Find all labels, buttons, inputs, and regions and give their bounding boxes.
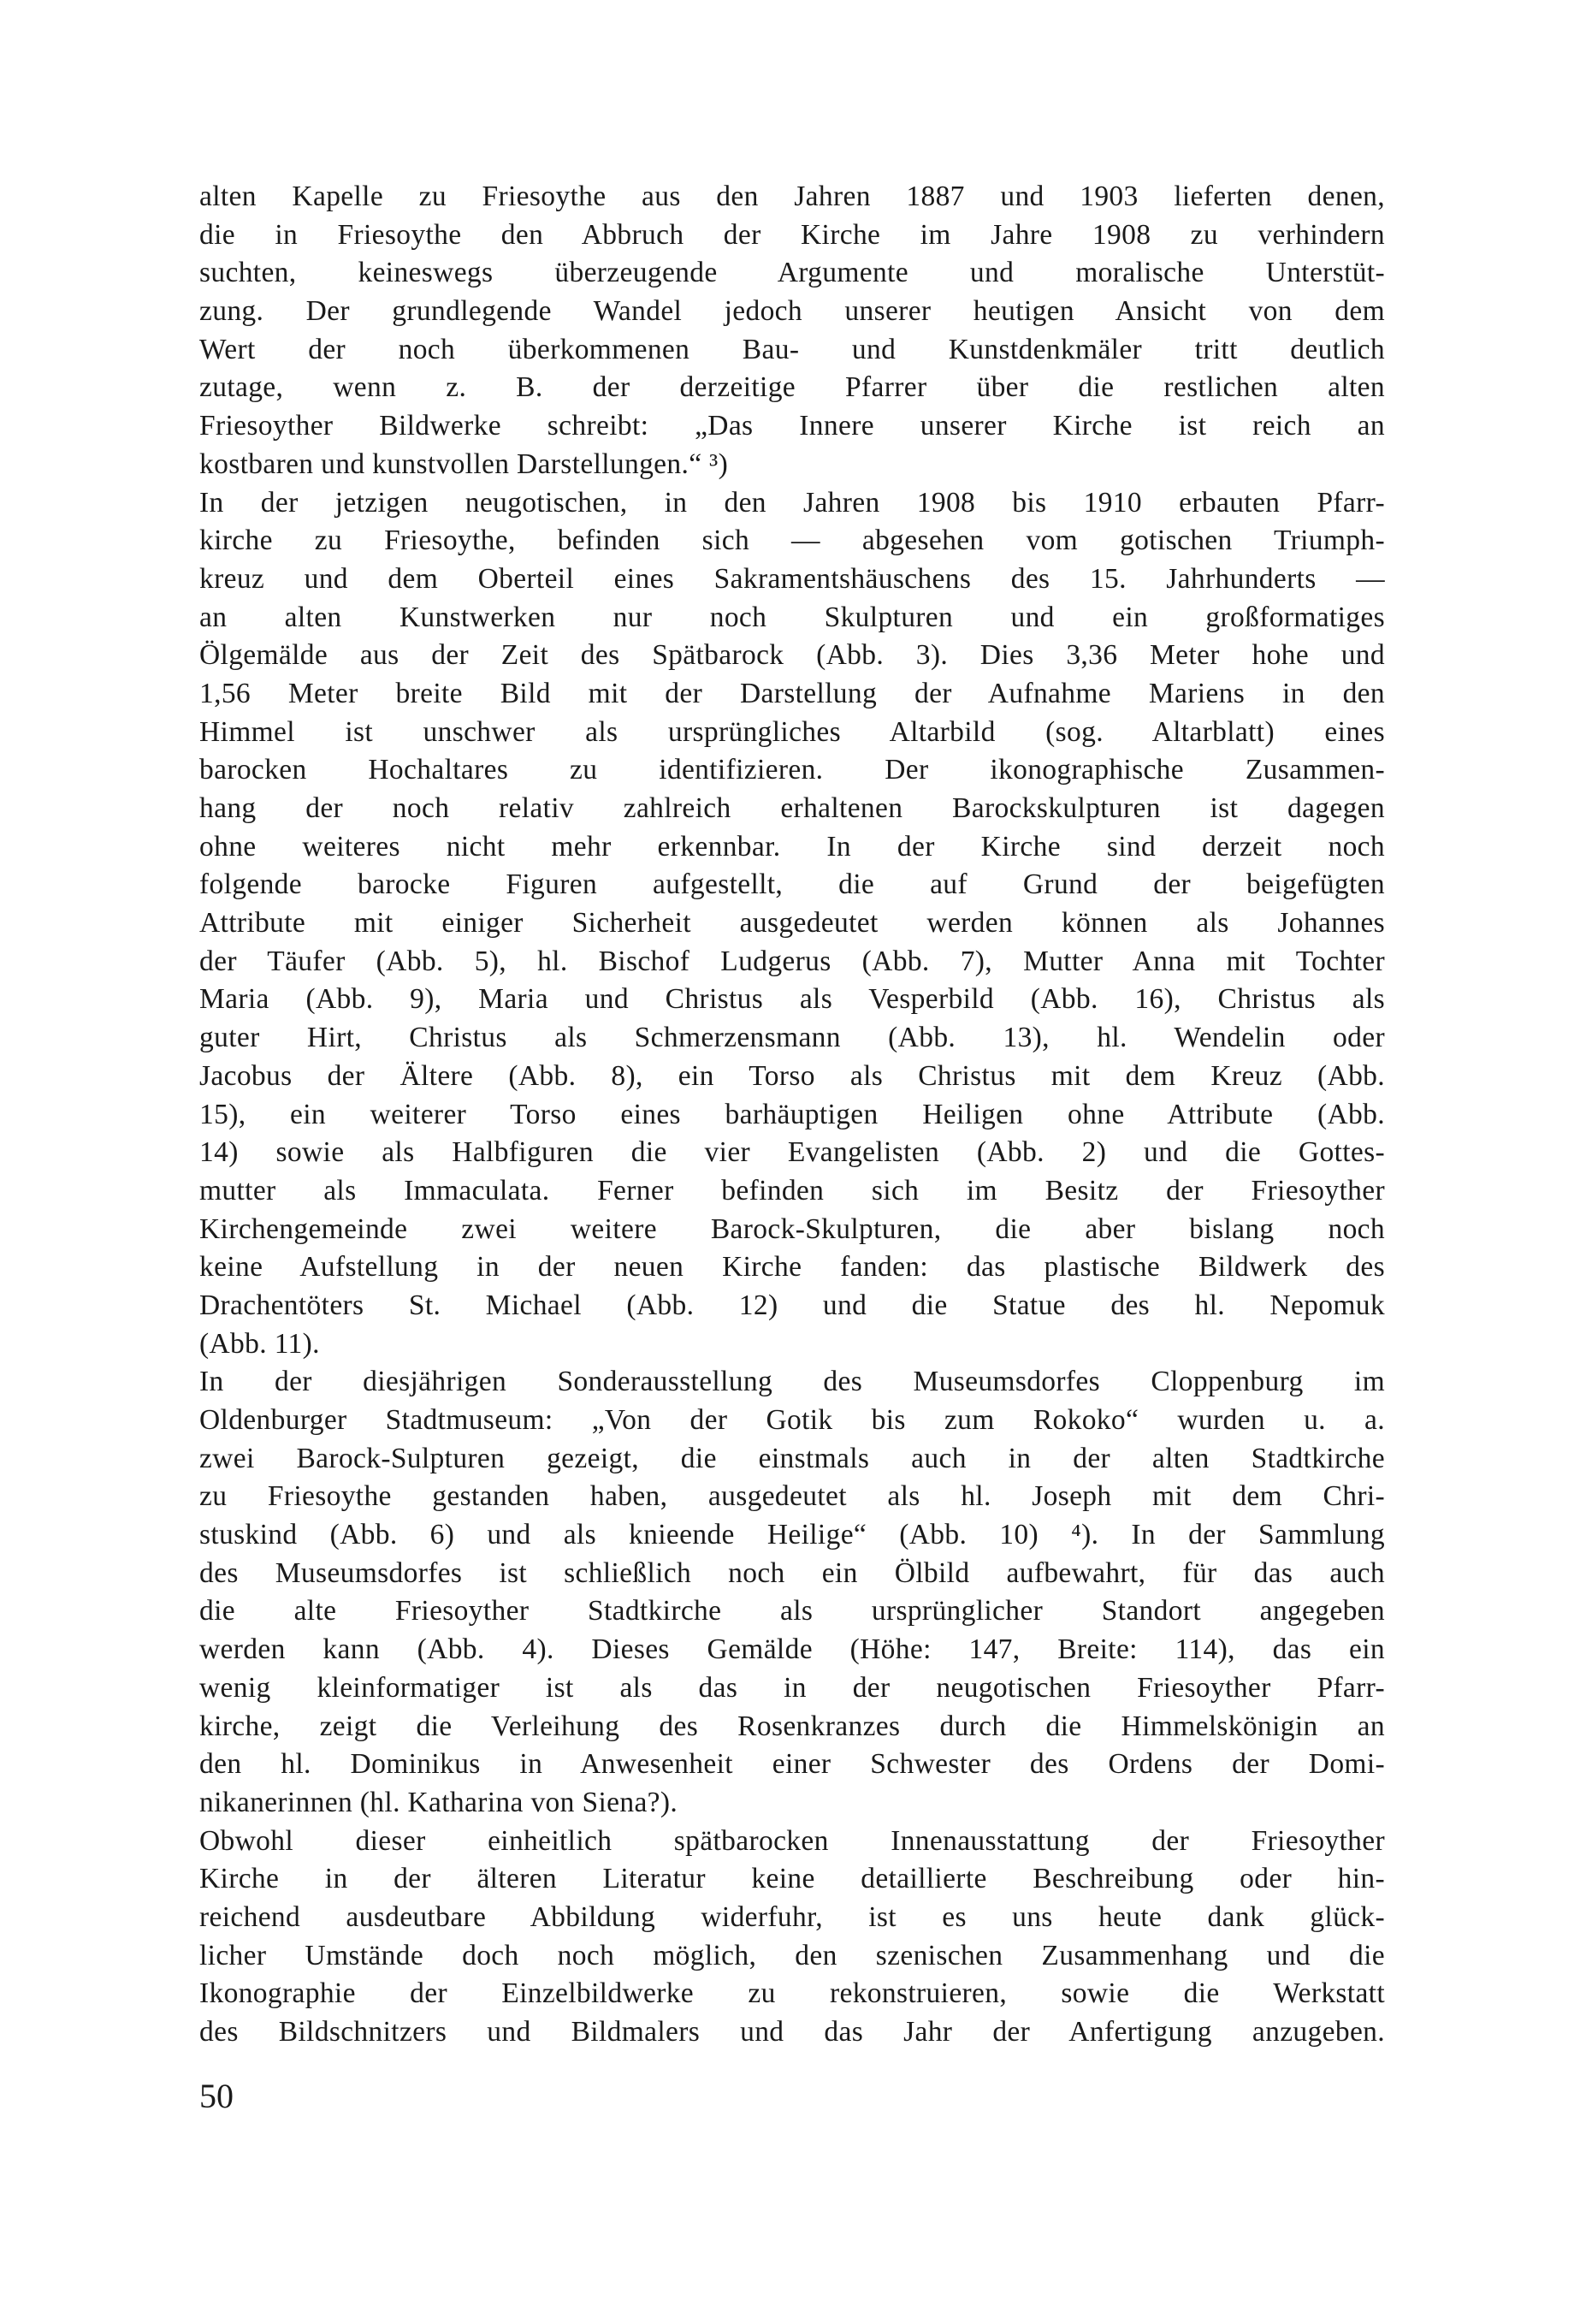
text-line: guter Hirt, Christus als Schmerzensmann (Abb. 13), hl. Wendelin oder <box>199 1022 1385 1054</box>
text-line: 14) sowie als Halbfiguren die vier Evangelisten (Abb. 2) und die Gottes- <box>199 1136 1385 1169</box>
text-line: kirche zu Friesoythe, befinden sich — abgesehen vom gotischen Triumph- <box>199 525 1385 557</box>
text-line: kirche, zeigt die Verleihung des Rosenkranzes durch die Himmelskönigin an <box>199 1710 1385 1742</box>
text-line: alten Kapelle zu Friesoythe aus den Jahren 1887 und 1903 lieferten denen, <box>199 181 1385 212</box>
text-line: kreuz und dem Oberteil eines Sakramentshäuschens des 15. Jahrhunderts — <box>199 562 1385 595</box>
page-number: 50 <box>199 2077 234 2115</box>
text-line: In der diesjährigen Sonderausstellung des Museumsdorfes Cloppenburg im <box>199 1366 1385 1398</box>
text-line: Drachentöters St. Michael (Abb. 12) und die Statue des hl. Nepomuk <box>199 1289 1385 1321</box>
body-text <box>199 178 1385 2052</box>
text-line: den hl. Dominikus in Anwesenheit einer Schwester des Ordens der Domi- <box>199 1748 1385 1781</box>
text-line: zu Friesoythe gestanden haben, ausgedeutet als hl. Joseph mit dem Chri- <box>199 1480 1385 1513</box>
text-line: des Museumsdorfes ist schließlich noch ein Ölbild aufbewahrt, für das auch <box>199 1556 1385 1589</box>
text-line: barocken Hochaltares zu identifizieren. Der ikonographische Zusammen- <box>199 754 1385 786</box>
text-line: In der jetzigen neugotischen, in den Jahren 1908 bis 1910 erbauten Pfarr- <box>199 486 1385 519</box>
text-line: zutage, wenn z. B. der derzeitige Pfarrer über die restlichen alten <box>199 371 1385 404</box>
text-line: suchten, keineswegs überzeugende Argumente und moralische Unterstüt- <box>199 257 1385 289</box>
text-line: an alten Kunstwerken nur noch Skulpturen und ein großformatiges <box>199 601 1385 633</box>
text-line: Attribute mit einiger Sicherheit ausgedeutet werden können als Johannes <box>199 907 1385 940</box>
text-line: Ölgemälde aus der Zeit des Spätbarock (Abb. 3). Dies 3,36 Meter hohe und <box>199 639 1385 672</box>
text-line: Wert der noch überkommenen Bau- und Kunstdenkmäler tritt deutlich <box>199 333 1385 365</box>
text-line: Friesoyther Bildwerke schreibt: „Das Innere unserer Kirche ist reich an <box>199 410 1385 442</box>
text-line: zwei Barock-Sulpturen gezeigt, die einstmals auch in der alten Stadtkirche <box>199 1442 1385 1474</box>
text-line: licher Umstände doch noch möglich, den szenischen Zusammenhang und die <box>199 1939 1385 1971</box>
text-line: 1,56 Meter breite Bild mit der Darstellung der Aufnahme Mariens in den <box>199 677 1385 709</box>
text-line: Maria (Abb. 9), Maria und Christus als Vesperbild (Abb. 16), Christus als <box>199 983 1385 1016</box>
text-line: folgende barocke Figuren aufgestellt, die auf Grund der beigefügten <box>199 869 1385 901</box>
text-line: wenig kleinformatiger ist als das in der neugotischen Friesoyther Pfarr- <box>199 1671 1385 1704</box>
text-line: stuskind (Abb. 6) und als knieende Heilige“ (Abb. 10) ⁴). In der Sammlung <box>199 1519 1385 1551</box>
text-line: keine Aufstellung in der neuen Kirche fanden: das plastische Bildwerk des <box>199 1251 1385 1284</box>
text-line: Himmel ist unschwer als ursprüngliches Altarbild (sog. Altarblatt) eines <box>199 715 1385 748</box>
text-line: kostbaren und kunstvollen Darstellungen.“ ³) <box>199 448 729 480</box>
text-line: Kirchengemeinde zwei weitere Barock-Skulpturen, die aber bislang noch <box>199 1212 1385 1245</box>
text-line: mutter als Immaculata. Ferner befinden sich im Besitz der Friesoyther <box>199 1174 1385 1206</box>
text-line: 15), ein weiterer Torso eines barhäuptigen Heiligen ohne Attribute (Abb. <box>199 1098 1385 1130</box>
text-line: der Täufer (Abb. 5), hl. Bischof Ludgerus (Abb. 7), Mutter Anna mit Tochter <box>199 945 1385 977</box>
text-line: Ikonographie der Einzelbildwerke zu rekonstruieren, sowie die Werkstatt <box>199 1977 1385 2010</box>
text-line: die in Friesoythe den Abbruch der Kirche im Jahre 1908 zu verhindern <box>199 218 1385 251</box>
text-line: (Abb. 11). <box>199 1327 320 1360</box>
text-line: Jacobus der Ältere (Abb. 8), ein Torso als Christus mit dem Kreuz (Abb. <box>199 1059 1385 1092</box>
text-line: des Bildschnitzers und Bildmalers und das Jahr der Anfertigung anzugeben. <box>199 2016 1385 2048</box>
text-line: Obwohl dieser einheitlich spätbarocken Innenausstattung der Friesoyther <box>199 1824 1385 1857</box>
text-line: werden kann (Abb. 4). Dieses Gemälde (Höhe: 147, Breite: 114), das ein <box>199 1633 1385 1666</box>
text-line: reichend ausdeutbare Abbildung widerfuhr, ist es uns heute dank glück- <box>199 1900 1385 1933</box>
text-line: Kirche in der älteren Literatur keine detaillierte Beschreibung oder hin- <box>199 1863 1385 1895</box>
text-line: ohne weiteres nicht mehr erkennbar. In der Kirche sind derzeit noch <box>199 830 1385 863</box>
text-line: nikanerinnen (hl. Katharina von Siena?). <box>199 1786 678 1818</box>
text-line: hang der noch relativ zahlreich erhaltenen Barockskulpturen ist dagegen <box>199 792 1385 824</box>
text-line: die alte Friesoyther Stadtkirche als ursprünglicher Standort angegeben <box>199 1595 1385 1627</box>
text-line: zung. Der grundlegende Wandel jedoch unserer heutigen Ansicht von dem <box>199 295 1385 328</box>
text-line: Oldenburger Stadtmuseum: „Von der Gotik bis zum Rokoko“ wurden u. a. <box>199 1404 1385 1436</box>
